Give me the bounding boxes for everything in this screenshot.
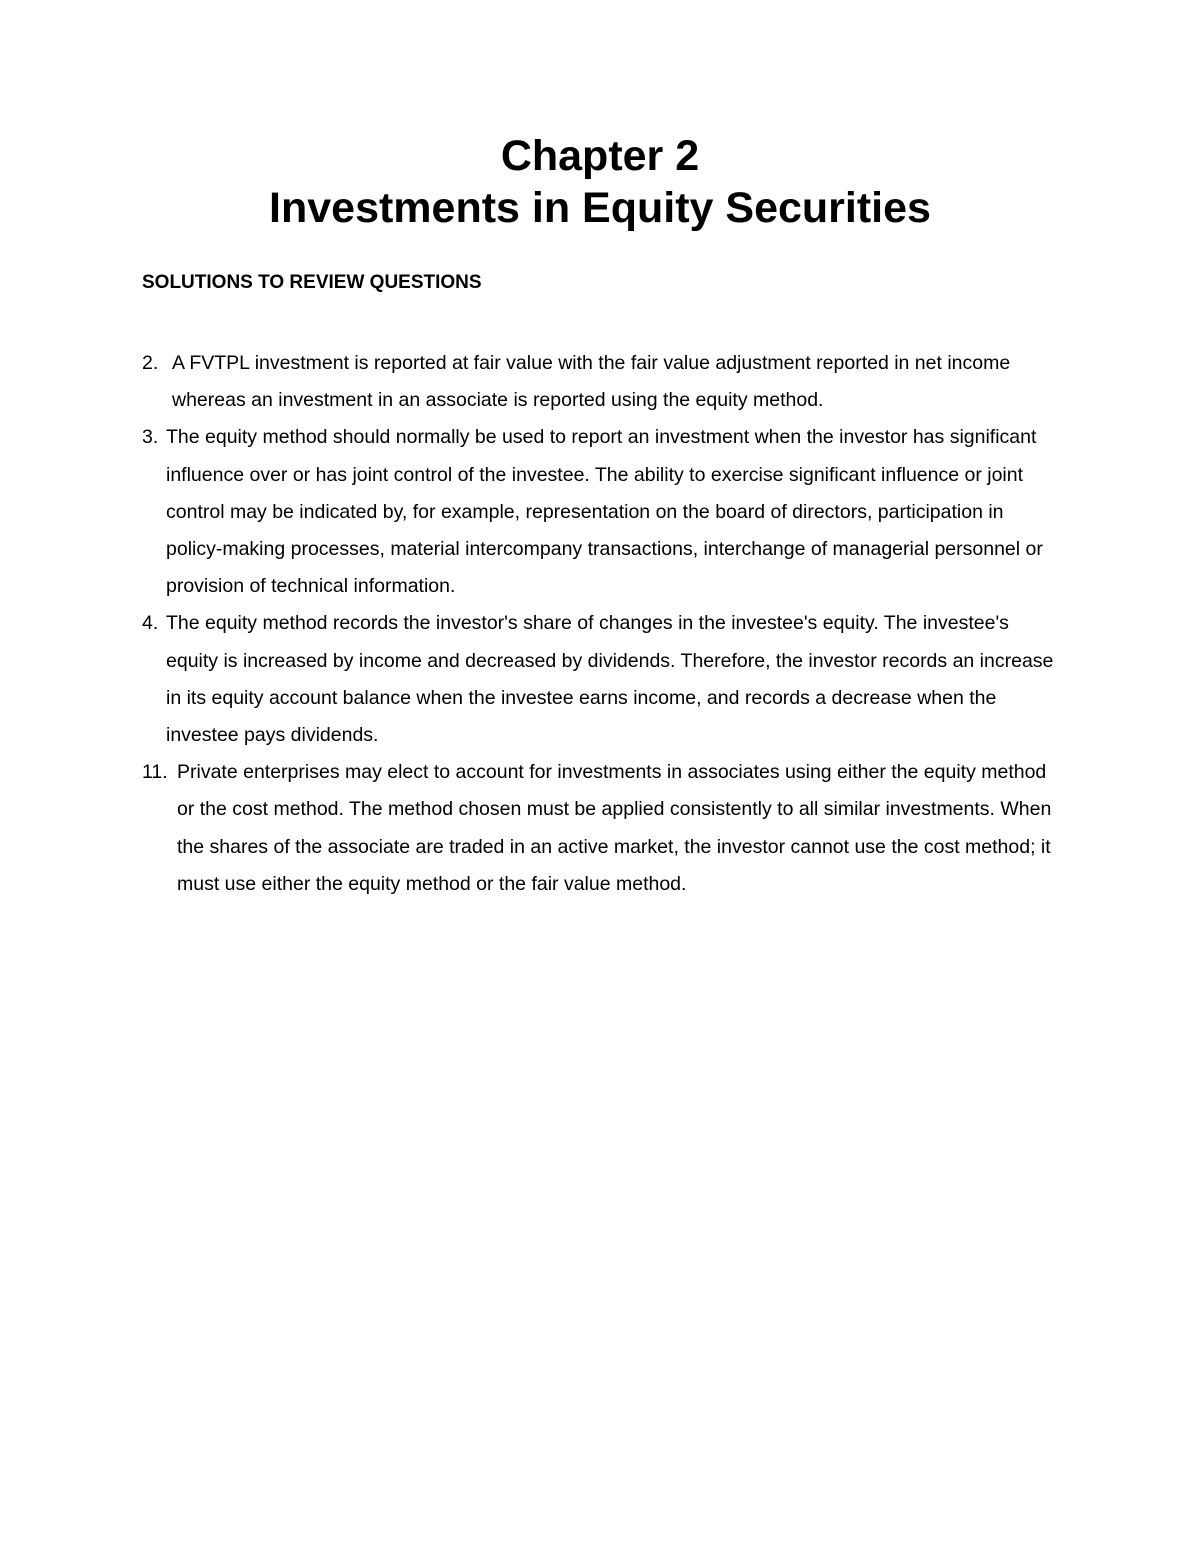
answer-number: 11. [142,761,168,784]
answer-item [142,605,1062,754]
chapter-title [0,130,1200,234]
answer-text: Private enterprises may elect to account for investments in associates using either the equity method or the cost method. The method chosen must be applied consistently to all similar investments. When the shares of the associate are traded in an active market, the investor cannot use the cost method; it must use either the equity method or the fair value method. [177,761,1052,895]
answer-text: The equity method records the investor's share of changes in the investee's equity. The investee's equity is increased by income and decreased by dividends. Therefore, the investor records an increase in its equity account balance when the investee earns income, and records a decrease when the investee pays dividends. [166,612,1054,747]
chapter-number: Chapter 2 [500,132,700,180]
answer-number: 3. [142,426,159,449]
answer-item [142,419,1062,605]
answer-number: 2. [142,352,159,374]
answer-item [142,345,1062,419]
chapter-name: Investments in Equity Securities [269,184,931,232]
answer-item [142,754,1062,903]
section-heading: SOLUTIONS TO REVIEW QUESTIONS [142,272,482,293]
answer-list [142,345,1062,903]
answer-text: The equity method should normally be used to report an investment when the investor has significant influence over or has joint control of the investee. The ability to exercise significant influence or joint control may be indicated by, for example, representation on the board of directors, participation in policy-making processes, material intercompany transactions, interchange of managerial personnel or provision of technical information. [166,426,1043,598]
answer-text: A FVTPL investment is reported at fair value with the fair value adjustment reported in net income whereas an investment in an associate is reported using the equity method. [172,352,1011,412]
answer-number: 4. [142,612,159,635]
